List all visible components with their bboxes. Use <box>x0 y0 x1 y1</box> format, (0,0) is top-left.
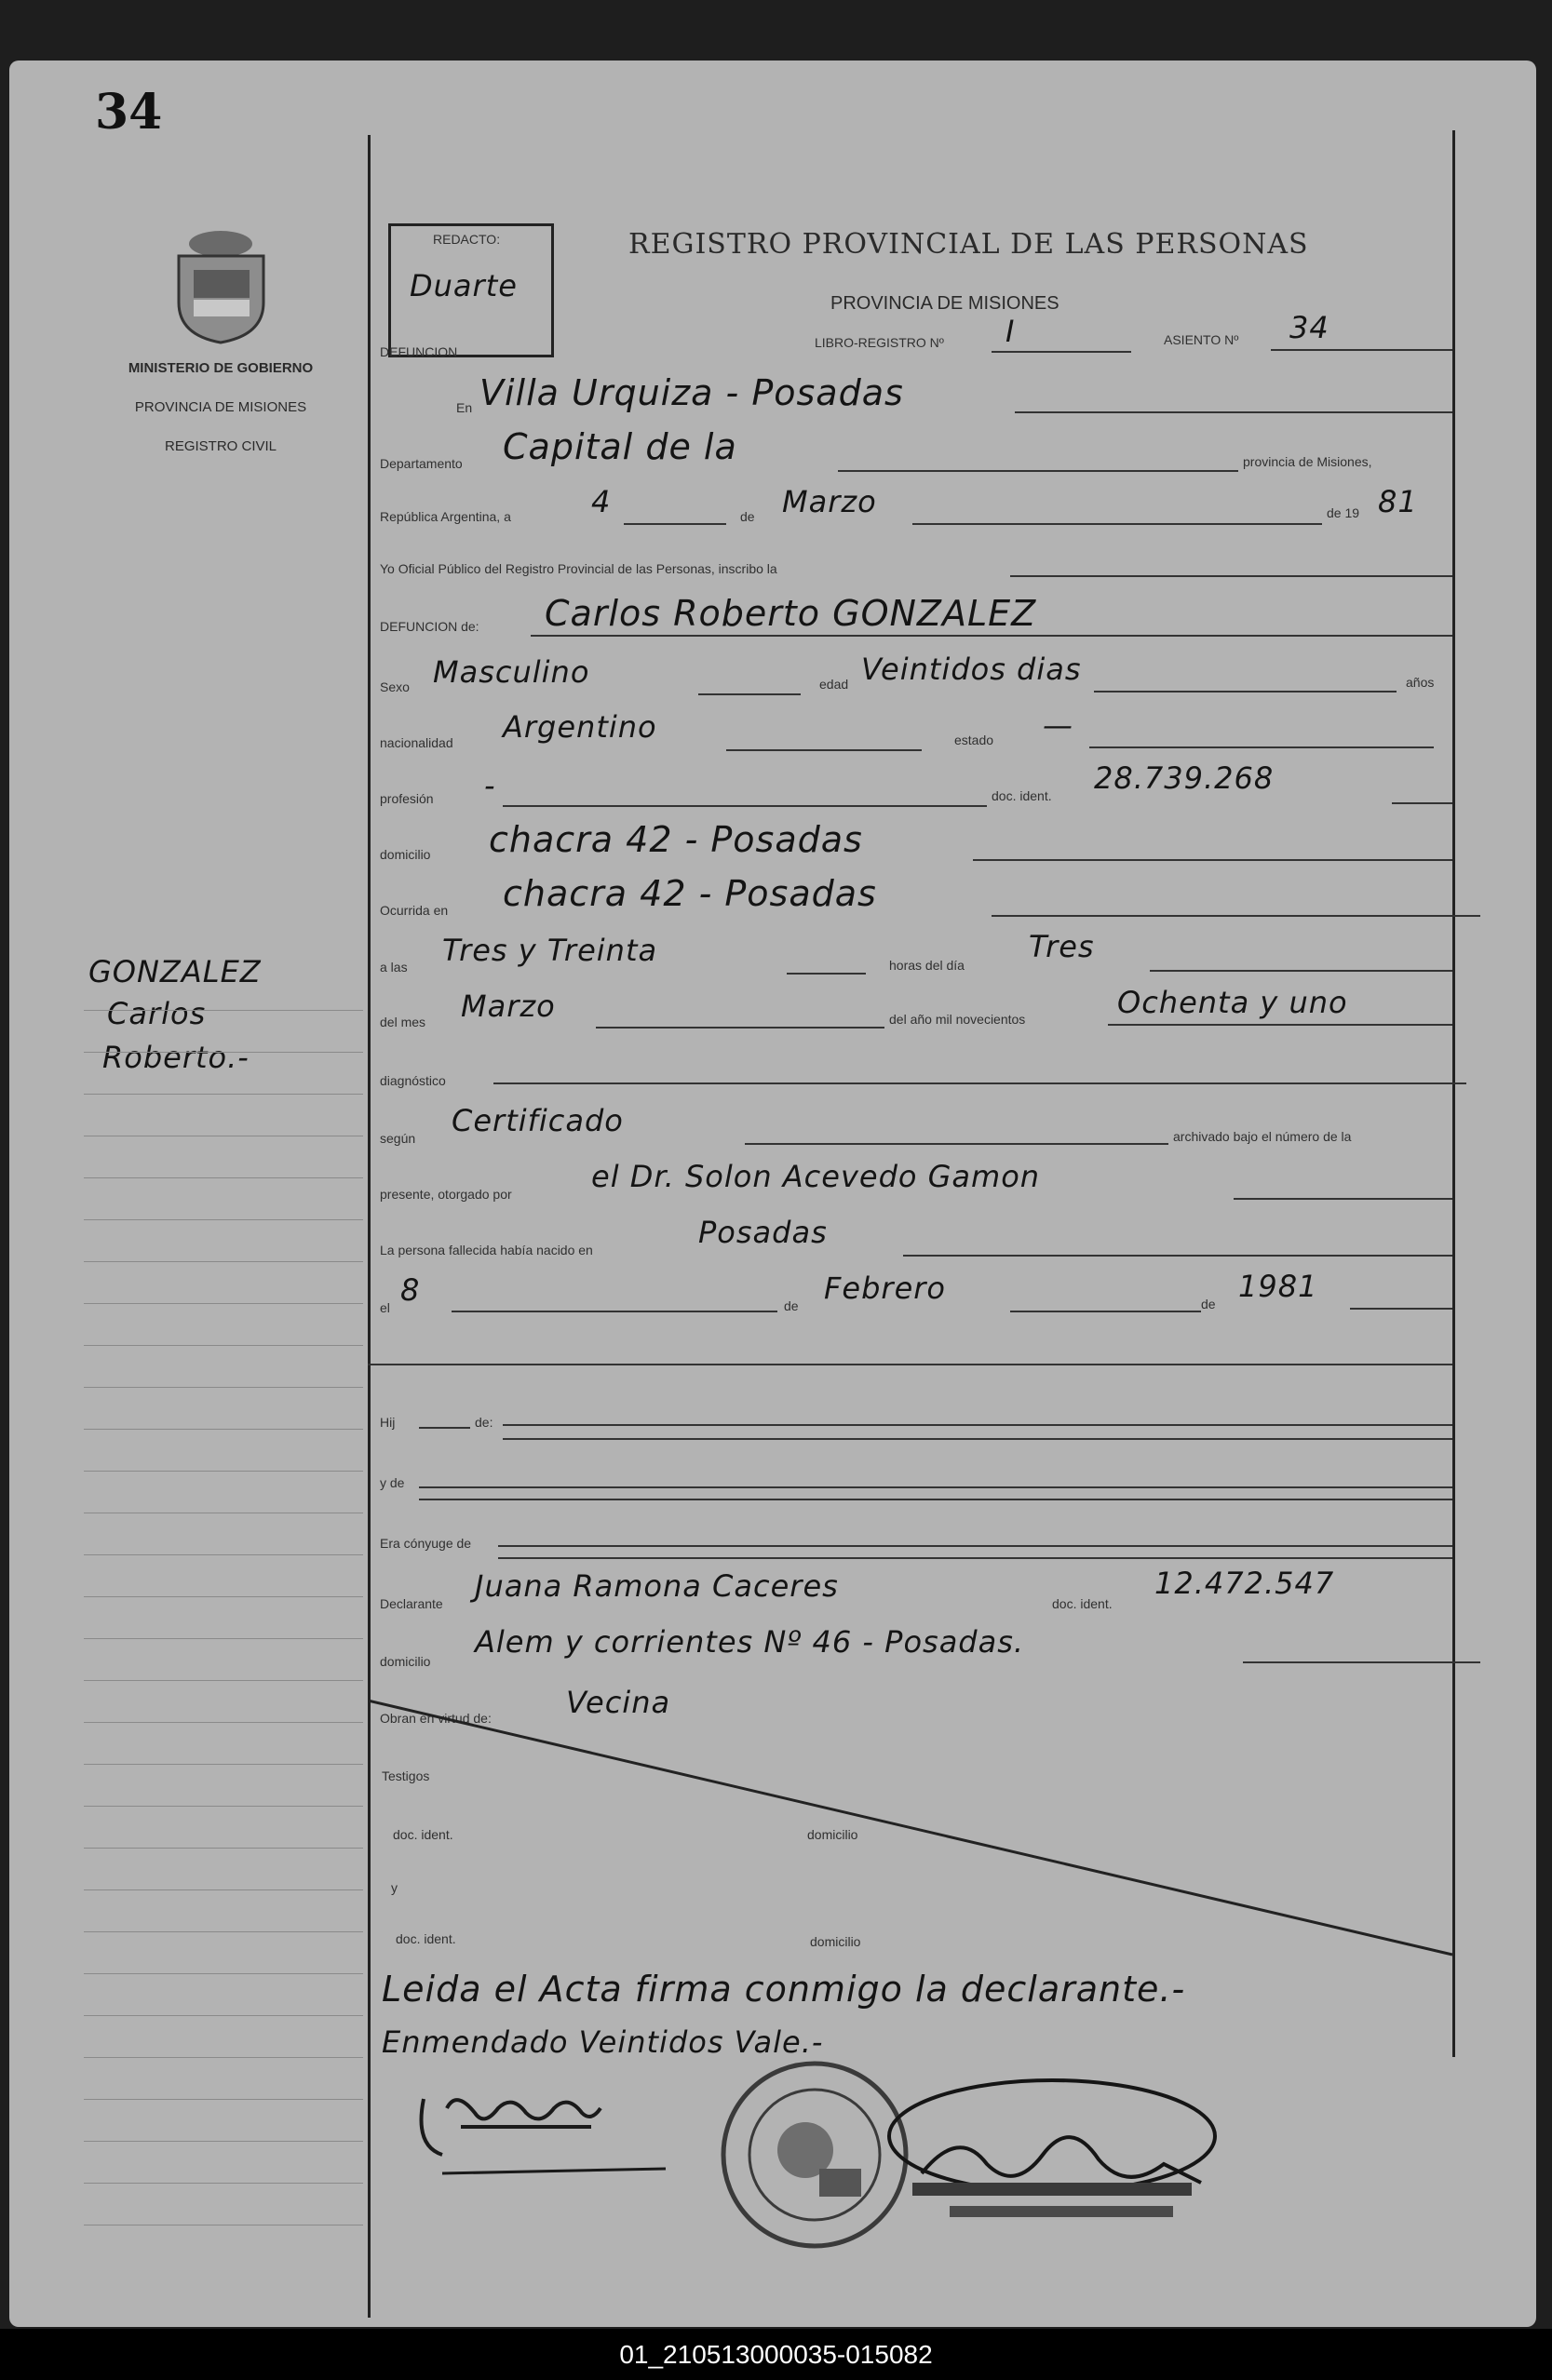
domicilio-label: domicilio <box>380 847 431 862</box>
presente-label: presente, otorgado por <box>380 1187 512 1202</box>
coat-of-arms-icon <box>168 223 275 344</box>
diagnostico-label: diagnóstico <box>380 1073 446 1088</box>
obran-value: Vecina <box>566 1685 671 1720</box>
nacionalidad-label: nacionalidad <box>380 735 453 750</box>
nacimiento-mes-value: Febrero <box>824 1271 946 1306</box>
segun-label: según <box>380 1131 416 1146</box>
oficial-label: Yo Oficial Público del Registro Provincial de las Personas, inscribo la <box>380 561 777 576</box>
estado-label: estado <box>954 733 994 747</box>
defuncion-de-label: DEFUNCION de: <box>380 619 479 634</box>
officer-signature <box>884 2071 1238 2239</box>
conyuge-label: Era cónyuge de <box>380 1536 472 1551</box>
ministry-name: MINISTERIO DE GOBIERNO <box>128 360 314 376</box>
testigo2-doc-label: doc. ident. <box>396 1931 456 1946</box>
libro-value: I <box>1005 314 1016 349</box>
doc-value: 28.739.268 <box>1094 760 1275 796</box>
register-page <box>9 61 1536 2327</box>
declarante-domicilio-label: domicilio <box>380 1654 431 1669</box>
closing-line-1: Leida el Acta firma conmigo la declarante.- <box>382 1969 1186 2010</box>
mes-value: Marzo <box>782 484 877 519</box>
en-label: En <box>456 400 473 415</box>
obran-label: Obran en virtud de: <box>380 1711 492 1726</box>
hijo-de-label: de: <box>475 1415 493 1430</box>
difunto-value: Carlos Roberto GONZALEZ <box>545 593 1037 634</box>
ministry-registry: REGISTRO CIVIL <box>164 438 277 454</box>
nac-de-label: de <box>784 1298 799 1313</box>
margin-middle-name: Roberto.- <box>102 1040 250 1075</box>
testigo-y-label: y <box>391 1880 398 1895</box>
testigo2-domicilio-label: domicilio <box>810 1934 861 1949</box>
nacimiento-anio-value: 1981 <box>1238 1269 1318 1304</box>
republica-label: República Argentina, a <box>380 509 511 524</box>
margin-surname: GONZALEZ <box>88 954 262 989</box>
anio-value: 81 <box>1378 484 1418 519</box>
nacionalidad-value: Argentino <box>503 709 657 745</box>
de-label: de <box>740 509 755 524</box>
redacto-box <box>388 223 554 357</box>
declarante-label: Declarante <box>380 1596 443 1611</box>
edad-value: Veintidos dias <box>861 652 1082 687</box>
edad-label: edad <box>819 677 849 692</box>
de19-label: de 19 <box>1327 505 1360 520</box>
alas-label: a las <box>380 960 408 975</box>
ministry-province: PROVINCIA DE MISIONES <box>134 399 307 415</box>
document-id-footer: 01_210513000035-015082 <box>0 2329 1552 2380</box>
ocurrida-label: Ocurrida en <box>380 903 449 918</box>
el-label: el <box>380 1300 390 1315</box>
testigos-label: Testigos <box>382 1768 430 1783</box>
doc-label: doc. ident. <box>992 788 1052 803</box>
domicilio-value: chacra 42 - Posadas <box>489 819 863 860</box>
form-subtitle: PROVINCIA DE MISIONES <box>830 293 1059 314</box>
archivado-label: archivado bajo el número de la <box>1173 1129 1352 1144</box>
profesion-label: profesión <box>380 791 434 806</box>
testigo-domicilio-label: domicilio <box>807 1827 858 1842</box>
presente-value: el Dr. Solon Acevedo Gamon <box>591 1159 1041 1194</box>
defuncion-label: DEFUNCION <box>380 344 458 359</box>
horas-label: horas del día <box>889 958 965 973</box>
declarante-doc-value: 12.472.547 <box>1154 1566 1335 1601</box>
redacto-value: Duarte <box>410 268 518 303</box>
nacido-value: Posadas <box>698 1215 828 1250</box>
sexo-label: Sexo <box>380 679 410 694</box>
testigo-doc-label: doc. ident. <box>393 1827 453 1842</box>
estado-value: — <box>1043 707 1073 743</box>
nac-de2-label: de <box>1201 1297 1216 1311</box>
libro-label: LIBRO-REGISTRO Nº <box>815 335 944 350</box>
declarant-signature <box>405 2071 684 2192</box>
departamento-value: Capital de la <box>503 426 737 467</box>
yde-label: y de <box>380 1475 405 1490</box>
closing-line-2: Enmendado Veintidos Vale.- <box>382 2024 824 2060</box>
segun-value: Certificado <box>452 1103 624 1138</box>
profesion-value: - <box>484 768 496 803</box>
testigos-void-line <box>368 1699 1457 1959</box>
anio-mil-label: del año mil novecientos <box>889 1012 1026 1027</box>
delmes-label: del mes <box>380 1015 426 1029</box>
margin-name: Carlos <box>107 996 207 1031</box>
provincia-label: provincia de Misiones, <box>1243 454 1372 469</box>
asiento-value: 34 <box>1289 310 1329 345</box>
official-seal-stamp <box>717 2057 912 2252</box>
sexo-value: Masculino <box>433 654 590 690</box>
nacido-label: La persona fallecida había nacido en <box>380 1243 593 1257</box>
anios-label: años <box>1406 675 1435 690</box>
hora-value: Tres y Treinta <box>442 933 658 968</box>
nacimiento-dia-value: 8 <box>400 1272 421 1308</box>
hijo-label: Hij <box>380 1415 396 1430</box>
asiento-label: ASIENTO Nº <box>1164 332 1239 347</box>
form-title: REGISTRO PROVINCIAL DE LAS PERSONAS <box>628 228 1309 261</box>
anio-fallecimiento-value: Ochenta y uno <box>1117 985 1348 1020</box>
declarante-doc-label: doc. ident. <box>1052 1596 1113 1611</box>
en-value: Villa Urquiza - Posadas <box>479 372 904 413</box>
dia-value: 4 <box>591 484 612 519</box>
dia-fallecimiento-value: Tres <box>1029 929 1095 964</box>
form-left-border <box>368 135 371 2318</box>
declarante-domicilio-value: Alem y corrientes Nº 46 - Posadas. <box>475 1624 1025 1660</box>
redacto-label: REDACTO: <box>433 232 501 247</box>
mes-fallecimiento-value: Marzo <box>461 988 556 1024</box>
page-number: 34 <box>95 84 163 141</box>
departamento-label: Departamento <box>380 456 463 471</box>
declarante-value: Juana Ramona Caceres <box>475 1568 839 1604</box>
ocurrida-value: chacra 42 - Posadas <box>503 873 877 914</box>
